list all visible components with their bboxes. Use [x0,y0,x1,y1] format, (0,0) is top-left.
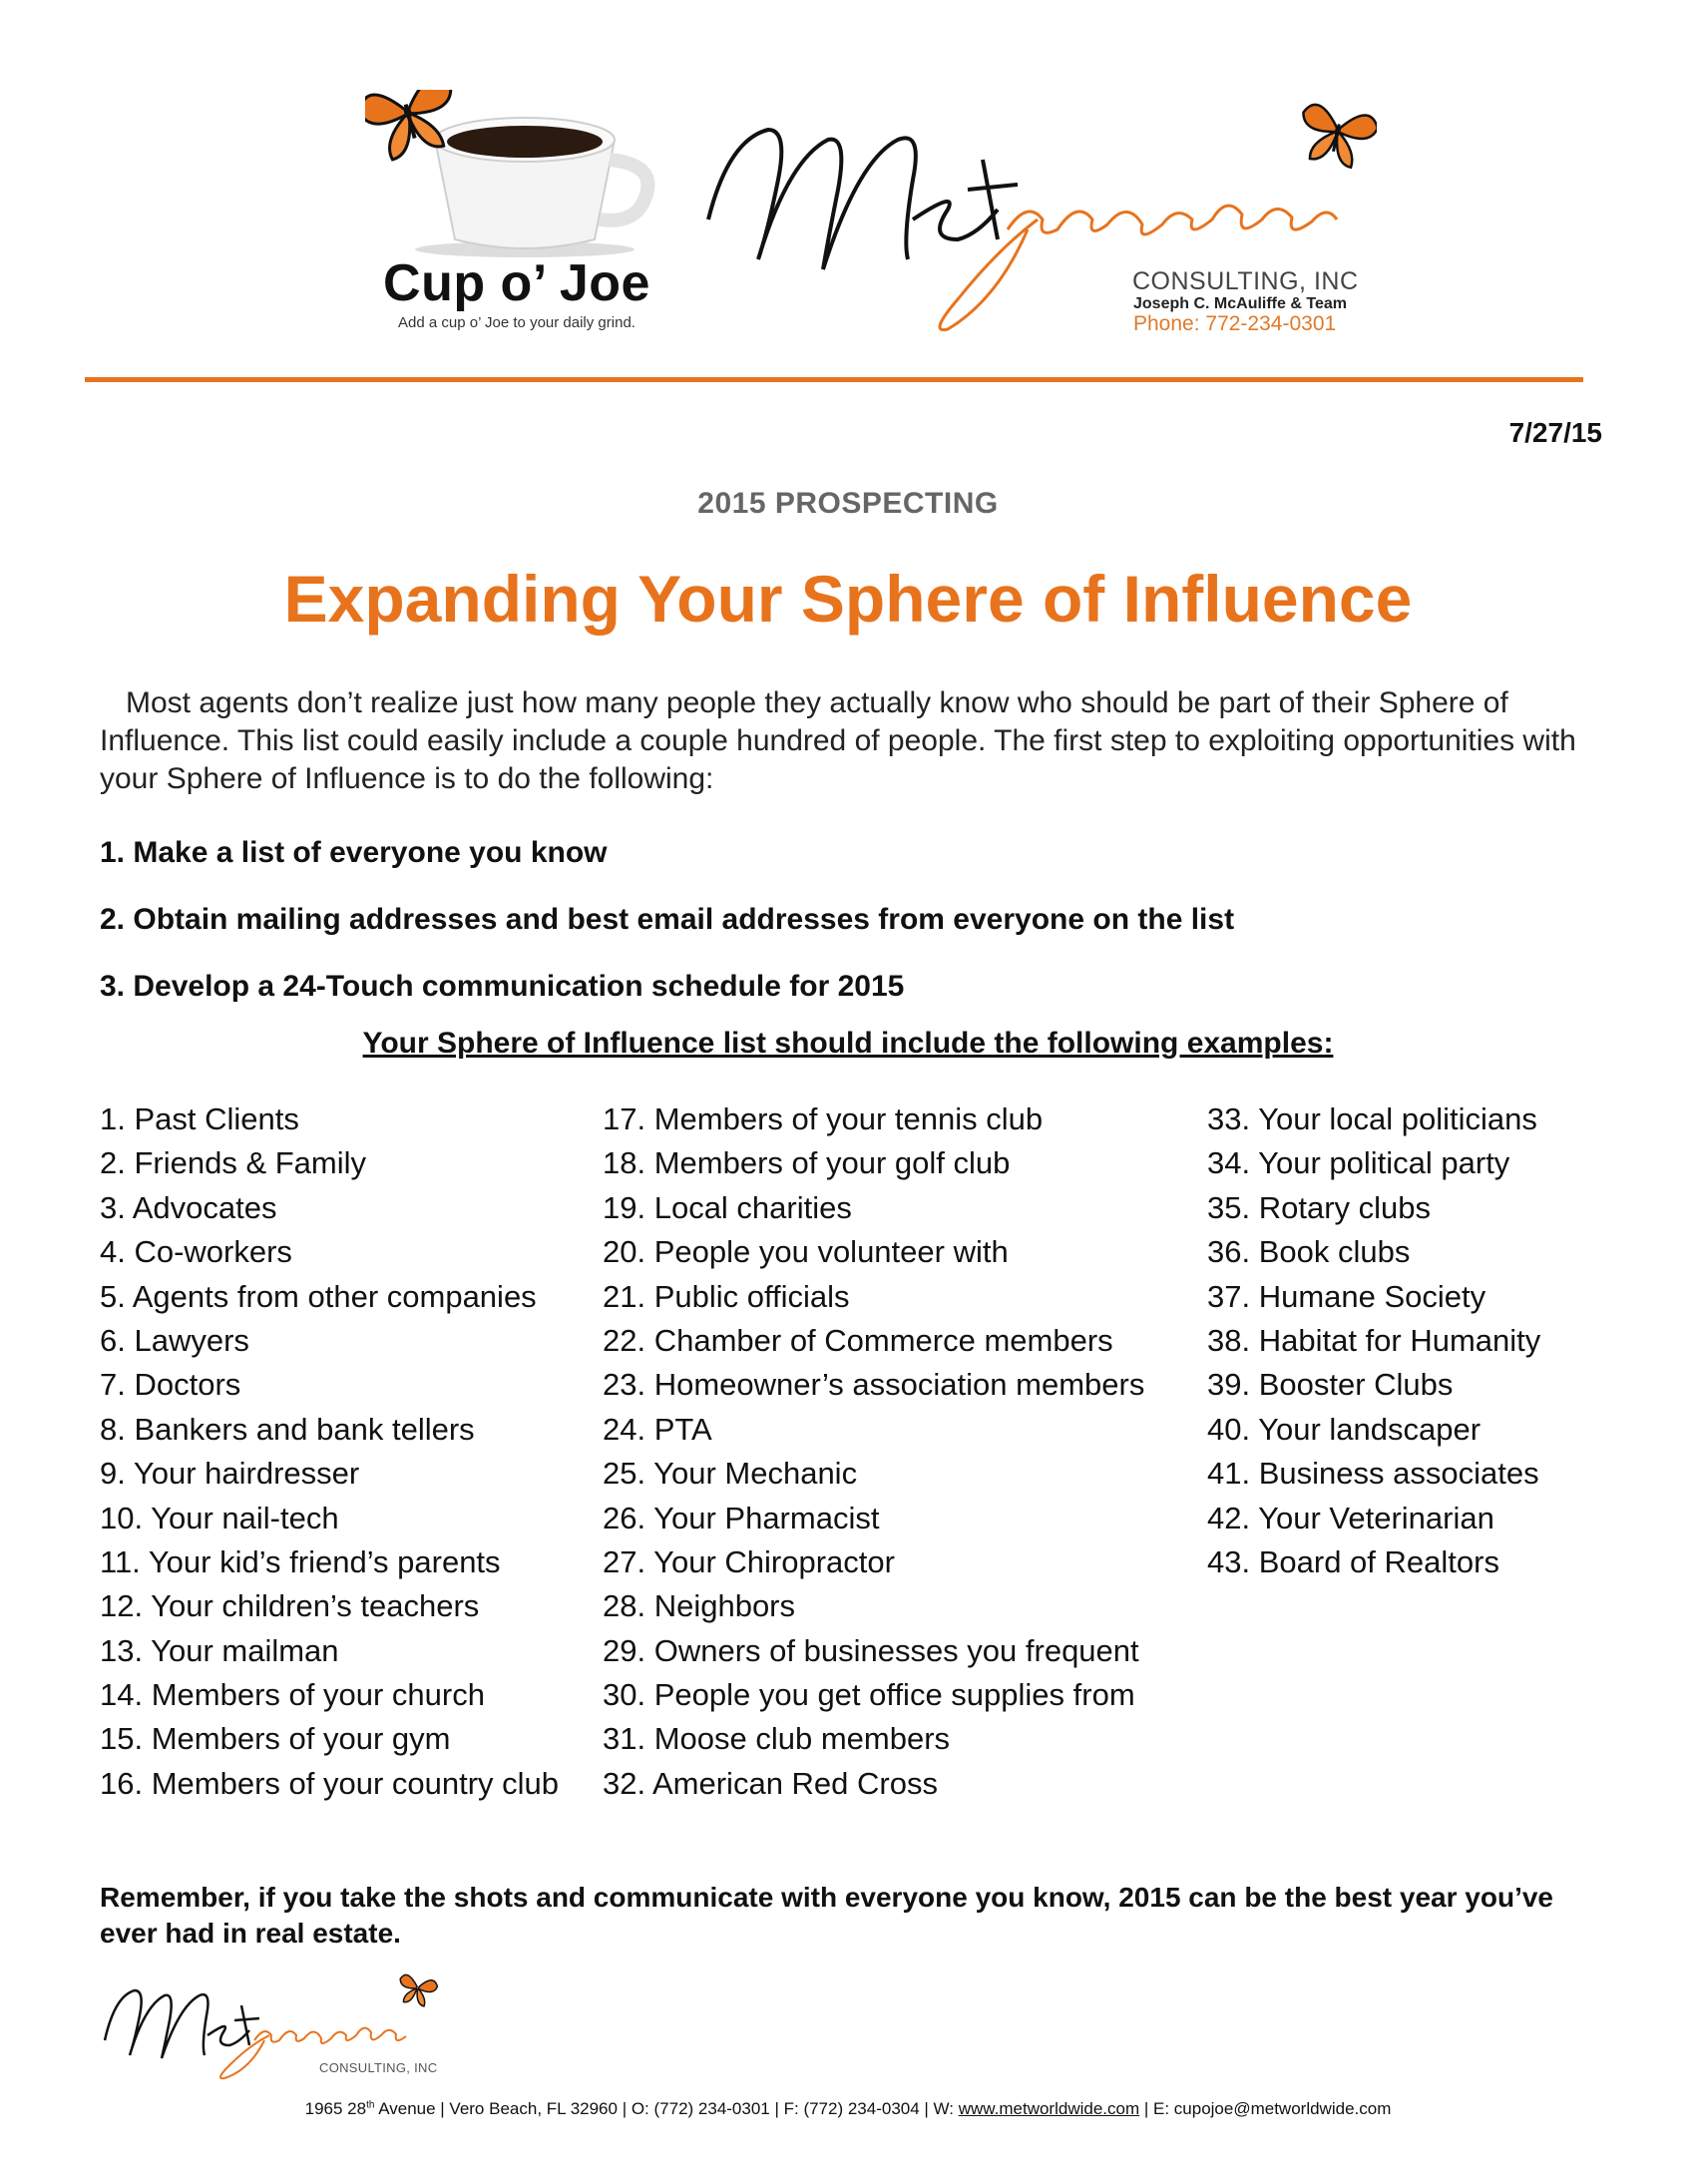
list-item: 34. Your political party [1207,1145,1510,1181]
list-item: 13. Your mailman [100,1632,339,1668]
footer-address-rest: Avenue | Vero Beach, FL 32960 | O: (772) 234-0301 | F: (772) 234-0304 | W: [374,2099,959,2118]
list-item: 18. Members of your golf club [603,1145,1011,1181]
list-item: 41. Business associates [1207,1456,1539,1492]
footer-website-link[interactable]: www.metworldwide.com [958,2099,1140,2118]
meta-phone-text: Phone: 772-234-0301 [1133,312,1337,335]
list-item: 4. Co-workers [100,1234,292,1270]
sphere-list-column-2 [603,1097,1144,1806]
list-item: 27. Your Chiropractor [603,1543,895,1579]
cup-tagline: Add a cup o’ Joe to your daily grind. [398,314,636,331]
list-item: 2. Friends & Family [100,1145,367,1181]
page-title: Expanding Your Sphere of Influence [283,562,1413,636]
intro-paragraph [100,684,1596,798]
intro-text: Most agents don’t realize just how many people they actually know who should be part of their Sphere of Influence. This list could easily include a couple hundred of people. The first step to exploiting opportunities with your Sphere of Influence is to do the following: [100,686,1576,795]
meta-team-text: Joseph C. McAuliffe & Team [1133,295,1347,312]
footer-address-number: 1965 28 [304,2099,367,2118]
list-item: 22. Chamber of Commerce members [603,1322,1113,1358]
list-item: 11. Your kid’s friend’s parents [100,1543,501,1579]
list-item: 38. Habitat for Humanity [1207,1322,1541,1358]
list-item: 14. Members of your church [100,1677,485,1713]
list-item: 19. Local charities [603,1189,852,1225]
list-item: 39. Booster Clubs [1207,1367,1454,1403]
list-item: 7. Doctors [100,1367,241,1403]
section-eyebrow: 2015 PROSPECTING [697,487,999,520]
cup-o-joe-logo [347,90,686,339]
document-date: 7/27/15 [1508,417,1602,448]
list-heading: Your Sphere of Influence list should include the following examples: [362,1027,1334,1060]
list-item: 42. Your Veterinarian [1207,1500,1494,1535]
list-item: 32. American Red Cross [603,1765,938,1801]
sphere-list-column-1 [100,1097,559,1806]
list-item: 25. Your Mechanic [603,1456,858,1492]
list-item: 30. People you get office supplies from [603,1677,1135,1713]
footer-address-suffix: th [366,2099,375,2111]
list-item: 16. Members of your country club [100,1765,560,1801]
closing-statement: Remember, if you take the shots and communicate with everyone you know, 2015 can be the best year you’ve ever had in real estate. [100,1882,1553,1949]
step-2: 2. Obtain mailing addresses and best email addresses from everyone on the list [100,903,1235,936]
list-item: 35. Rotary clubs [1207,1189,1431,1225]
list-item: 40. Your landscaper [1207,1411,1482,1447]
list-item: 23. Homeowner’s association members [603,1367,1145,1403]
footer-contact-line [0,2099,1696,2119]
list-item: 15. Members of your gym [100,1721,451,1757]
list-item: 33. Your local politicians [1207,1101,1537,1136]
list-item: 21. Public officials [603,1278,850,1314]
step-1: 1. Make a list of everyone you know [100,836,608,869]
footer-consulting-text: CONSULTING, INC [319,2060,438,2075]
step-3: 3. Develop a 24-Touch communication schedule for 2015 [100,970,905,1003]
list-item: 43. Board of Realtors [1207,1543,1499,1579]
list-item: 6. Lawyers [100,1322,249,1358]
footer-metamorphosis-logo [100,1970,459,2100]
metamorphosis-logo [698,100,1377,349]
list-item: 8. Bankers and bank tellers [100,1411,475,1447]
cup-brand-name: Cup o’ Joe [383,254,650,312]
sphere-list-column-3 [1207,1097,1540,1584]
list-item: 20. People you volunteer with [603,1234,1009,1270]
header-divider [85,377,1583,382]
list-item: 12. Your children’s teachers [100,1588,480,1624]
list-item: 24. PTA [603,1411,712,1447]
list-item: 3. Advocates [100,1189,277,1225]
list-item: 17. Members of your tennis club [603,1101,1044,1136]
list-item: 9. Your hairdresser [100,1456,360,1492]
list-item: 10. Your nail-tech [100,1500,339,1535]
coffee-cup-butterfly-icon [365,90,664,259]
meta-consulting-text: CONSULTING, INC [1132,267,1359,295]
list-item: 5. Agents from other companies [100,1278,537,1314]
list-item: 1. Past Clients [100,1101,299,1136]
list-item: 26. Your Pharmacist [603,1500,880,1535]
list-item: 31. Moose club members [603,1721,951,1757]
list-item: 29. Owners of businesses you frequent [603,1632,1139,1668]
list-item: 37. Humane Society [1207,1278,1486,1314]
list-item: 36. Book clubs [1207,1234,1411,1270]
footer-email: | E: cupojoe@metworldwide.com [1139,2099,1392,2118]
list-item: 28. Neighbors [603,1588,796,1624]
